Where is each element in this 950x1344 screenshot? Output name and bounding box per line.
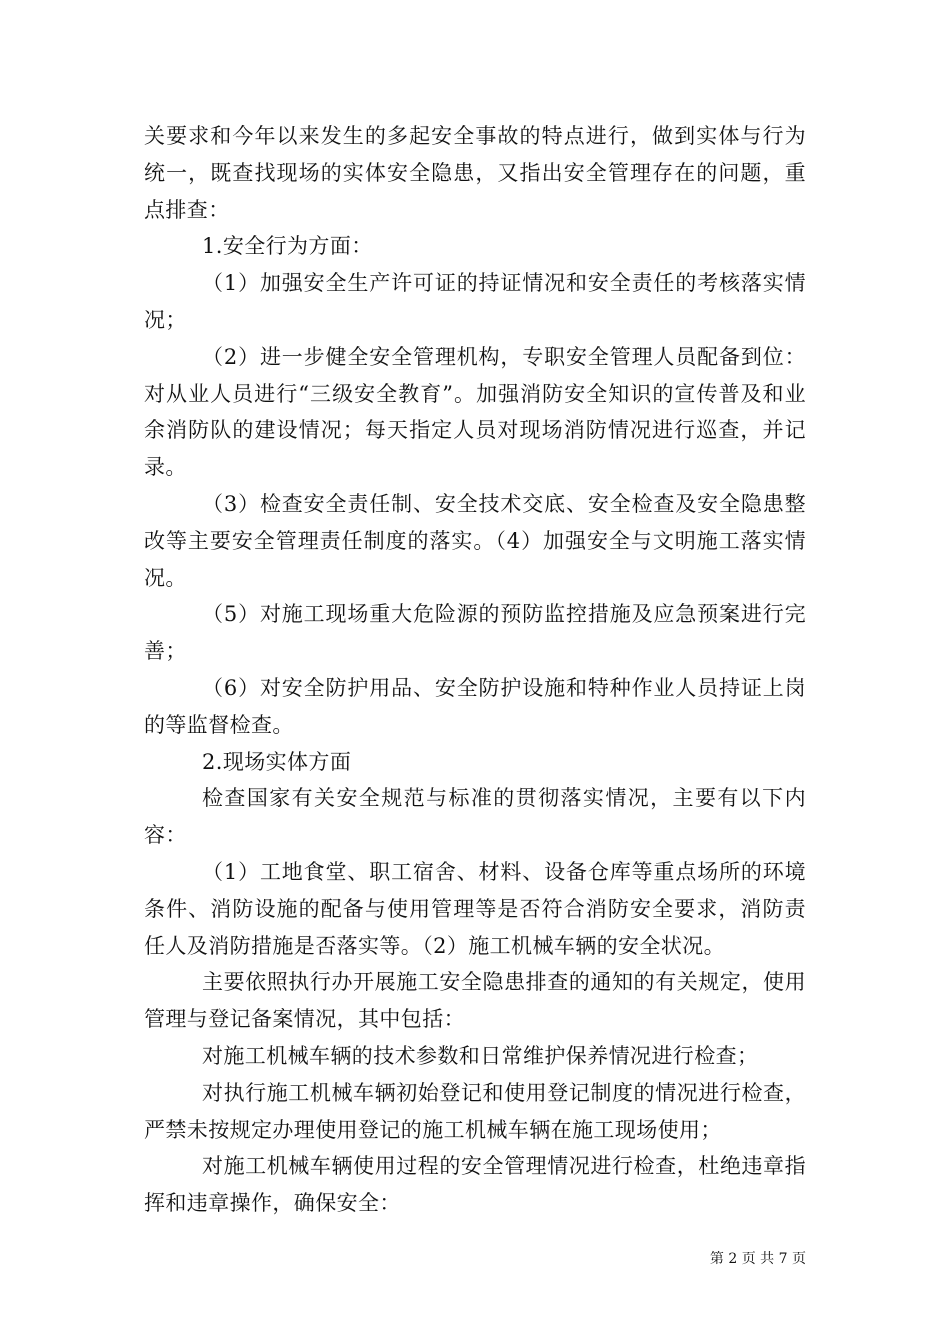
paragraph: （6）对安全防护用品、安全防护设施和特种作业人员持证上岗的等监督检查。	[144, 675, 806, 737]
paragraph: 主要依照执行办开展施工安全隐患排查的通知的有关规定，使用管理与登记备案情况，其中包括：	[144, 970, 806, 1032]
paragraph: 关要求和今年以来发生的多起安全事故的特点进行，做到实体与行为统一，既查找现场的实体安全隐患，又指出安全管理存在的问题，重点排查：	[144, 124, 806, 222]
paragraph: 对执行施工机械车辆初始登记和使用登记制度的情况进行检查，严禁未按规定办理使用登记的施工机械车辆在施工现场使用；	[144, 1080, 806, 1142]
paragraph: （5）对施工现场重大危险源的预防监控措施及应急预案进行完善；	[144, 602, 806, 664]
paragraph: （2）进一步健全安全管理机构，专职安全管理人员配备到位：对从业人员进行“三级安全教育”。加强消防安全知识的宣传普及和业余消防队的建设情况；每天指定人员对现场消防情况进行巡查，并记录。	[144, 344, 806, 480]
paragraph: （1）加强安全生产许可证的持证情况和安全责任的考核落实情况；	[144, 271, 806, 332]
section-heading: 1.安全行为方面：	[202, 234, 373, 259]
document-body	[144, 118, 806, 1222]
paragraph: 检查国家有关安全规范与标准的贯彻落实情况，主要有以下内容：	[144, 786, 806, 848]
paragraph: （1）工地食堂、职工宿舍、材料、设备仓库等重点场所的环境条件、消防设施的配备与使用管理等是否符合消防安全要求，消防责任人及消防措施是否落实等。（2）施工机械车辆的安全状况。	[144, 859, 806, 958]
paragraph: 对施工机械车辆使用过程的安全管理情况进行检查，杜绝违章指挥和违章操作，确保安全：	[144, 1154, 806, 1216]
paragraph: （3）检查安全责任制、安全技术交底、安全检查及安全隐患整改等主要安全管理责任制度的落实。（4）加强安全与文明施工落实情况。	[144, 491, 806, 590]
section-heading: 2.现场实体方面	[202, 749, 352, 774]
paragraph: 对施工机械车辆的技术参数和日常维护保养情况进行检查；	[202, 1043, 759, 1068]
page-footer	[0, 1248, 950, 1268]
page-number: 第 2 页 共 7 页	[709, 1251, 806, 1267]
